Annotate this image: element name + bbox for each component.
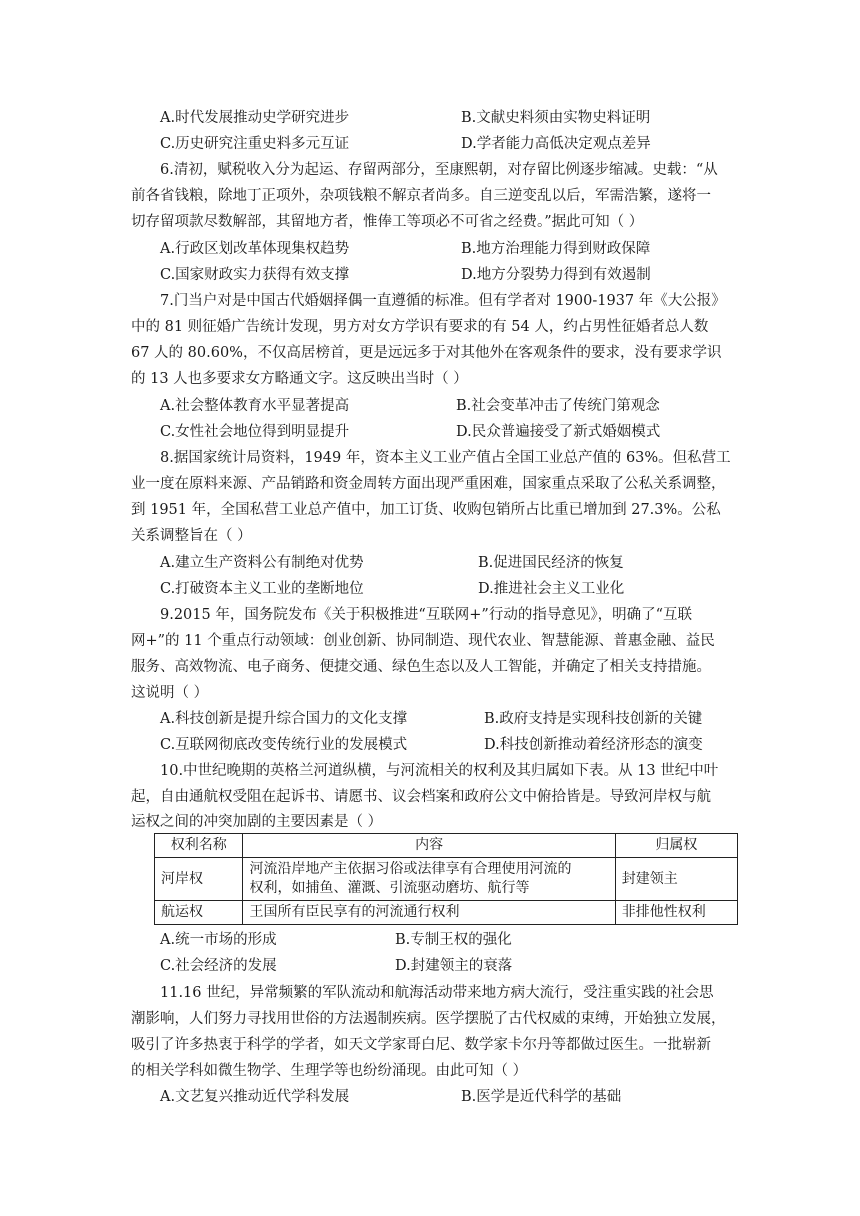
table-header-row [155, 834, 738, 858]
q6-option-c: C.国家财政实力获得有效支撑 [160, 267, 350, 283]
q5-option-c: C.历史研究注重史料多元互证 [160, 136, 350, 152]
table-cell-content-line: 权利，如捕鱼、灌溉、引流驱动磨坊、航行等 [249, 880, 530, 896]
q10-stem-line: 运权之间的冲突加剧的主要因素是（ ） [131, 814, 383, 830]
q11-stem-line: 的相关学科如微生物学、生理学等也纷纷涌现。由此可知（ ） [131, 1063, 528, 1079]
q9-option-d: D.科技创新推动着经济形态的演变 [484, 737, 703, 753]
table-row [155, 858, 738, 901]
q7-option-c: C.女性社会地位得到明显提升 [160, 424, 350, 440]
table-cell-content-line: 河流沿岸地产主依据习俗或法律享有合理使用河流的 [249, 861, 572, 877]
q7-stem-line: 的 13 人也多要求女方略通文字。这反映出当时（ ） [131, 371, 468, 387]
q8-option-c: C.打破资本主义工业的垄断地位 [160, 581, 364, 597]
table-row [155, 901, 738, 925]
q6-option-b: B.地方治理能力得到财政保障 [461, 241, 651, 257]
table-cell-owner: 非排他性权利 [615, 901, 737, 925]
q11-stem-line: 吸引了许多热衷于科学的学者，如天文学家哥白尼、数学家卡尔丹等都做过医生。一批崭新 [131, 1037, 711, 1053]
q6-option-a: A.行政区划改革体现集权趋势 [160, 241, 350, 257]
q8-option-d: D.推进社会主义工业化 [478, 581, 625, 597]
q8-stem-line: 关系调整旨在（ ） [131, 528, 252, 544]
q7-stem-line: 67 人的 80.60%，不仅高居榜首，更是远远多于对其他外在客观条件的要求，没有要求学识 [131, 345, 722, 361]
table-cell-content-line: 王国所有臣民享有的河流通行权利 [249, 904, 460, 920]
q8-stem-line: 业一度在原料来源、产品销路和资金周转方面出现严重困难，国家重点采取了公私关系调整， [131, 476, 726, 492]
table-cell-owner: 封建领主 [615, 858, 737, 901]
q8-stem-line: 8.据国家统计局资料，1949 年，资本主义工业产值占全国工业总产值的 63%。但私营工 [160, 450, 731, 466]
q7-stem-line: 7.门当户对是中国古代婚姻择偶一直遵循的标准。但有学者对 1900-1937 年《大公报》 [160, 293, 726, 309]
table-cell-content [243, 901, 615, 925]
rights-table [154, 833, 738, 925]
q9-stem-line: 这说明（ ） [131, 685, 209, 701]
q10-option-d: D.封建领主的衰落 [395, 958, 513, 974]
q7-option-b: B.社会变革冲击了传统门第观念 [456, 398, 660, 414]
q6-stem-line: 6.清初，赋税收入分为起运、存留两部分，至康熙朝，对存留比例逐步缩减。史载：“从 [160, 162, 718, 178]
q6-stem-line: 前各省钱粮，除地丁正项外，杂项钱粮不解京者尚多。自三逆变乱以后，军需浩繁，遂将一 [131, 188, 711, 204]
q8-option-b: B.促进国民经济的恢复 [478, 555, 624, 571]
q9-option-a: A.科技创新是提升综合国力的文化支撑 [160, 711, 408, 727]
q6-option-d: D.地方分裂势力得到有效遏制 [461, 267, 651, 283]
table-header-cell: 归属权 [615, 834, 737, 858]
q5-option-a: A.时代发展推动史学研究进步 [160, 110, 350, 126]
table-cell-right-name: 航运权 [155, 901, 243, 925]
q10-stem-line: 10.中世纪晚期的英格兰河道纵横，与河流相关的权利及其归属如下表。从 13 世纪中叶 [160, 763, 719, 779]
q5-option-b: B.文献史料须由实物史料证明 [461, 110, 651, 126]
q10-option-a: A.统一市场的形成 [160, 932, 277, 948]
q9-stem-line: 网+”的 11 个重点行动领域：创业创新、协同制造、现代农业、智慧能源、普惠金融、益民 [131, 633, 715, 649]
q9-stem-line: 服务、高效物流、电子商务、便捷交通、绿色生态以及人工智能，并确定了相关支持措施。 [131, 659, 711, 675]
table-cell-content [243, 858, 615, 901]
q10-option-c: C.社会经济的发展 [160, 958, 277, 974]
q8-stem-line: 到 1951 年，全国私营工业总产值中，加工订货、收购包销所占比重已增加到 27.3%。公私 [131, 502, 721, 518]
q7-option-d: D.民众普遍接受了新式婚姻模式 [456, 424, 661, 440]
q9-option-b: B.政府支持是实现科技创新的关键 [484, 711, 703, 727]
q11-stem-line: 潮影响，人们努力寻找用世俗的方法遏制疾病。医学摆脱了古代权威的束缚，开始独立发展， [131, 1011, 726, 1027]
q5-option-d: D.学者能力高低决定观点差异 [461, 136, 651, 152]
q7-option-a: A.社会整体教育水平显著提高 [160, 398, 350, 414]
q11-option-a: A.文艺复兴推动近代学科发展 [160, 1089, 350, 1105]
table-cell-right-name: 河岸权 [155, 858, 243, 901]
q9-stem-line: 9.2015 年，国务院发布《关于积极推进“互联网+”行动的指导意见》，明确了“互联 [160, 607, 692, 623]
q10-option-b: B.专制王权的强化 [395, 932, 512, 948]
table-header-cell: 权利名称 [155, 834, 243, 858]
q11-stem-line: 11.16 世纪，异常频繁的军队流动和航海活动带来地方病大流行，受注重实践的社会思 [160, 985, 714, 1001]
q7-stem-line: 中的 81 则征婚广告统计发现，男方对女方学识有要求的有 54 人，约占男性征婚者总人数 [131, 319, 709, 335]
q9-option-c: C.互联网彻底改变传统行业的发展模式 [160, 737, 408, 753]
q6-stem-line: 切存留项款尽数解部，其留地方者，惟俸工等项必不可省之经费。”据此可知（ ） [131, 214, 644, 230]
q8-option-a: A.建立生产资料公有制绝对优势 [160, 555, 364, 571]
q10-stem-line: 起，自由通航权受阻在起诉书、请愿书、议会档案和政府公文中俯拾皆是。导致河岸权与航 [131, 789, 711, 805]
table-header-cell: 内容 [243, 834, 615, 858]
q11-option-b: B.医学是近代科学的基础 [461, 1089, 622, 1105]
